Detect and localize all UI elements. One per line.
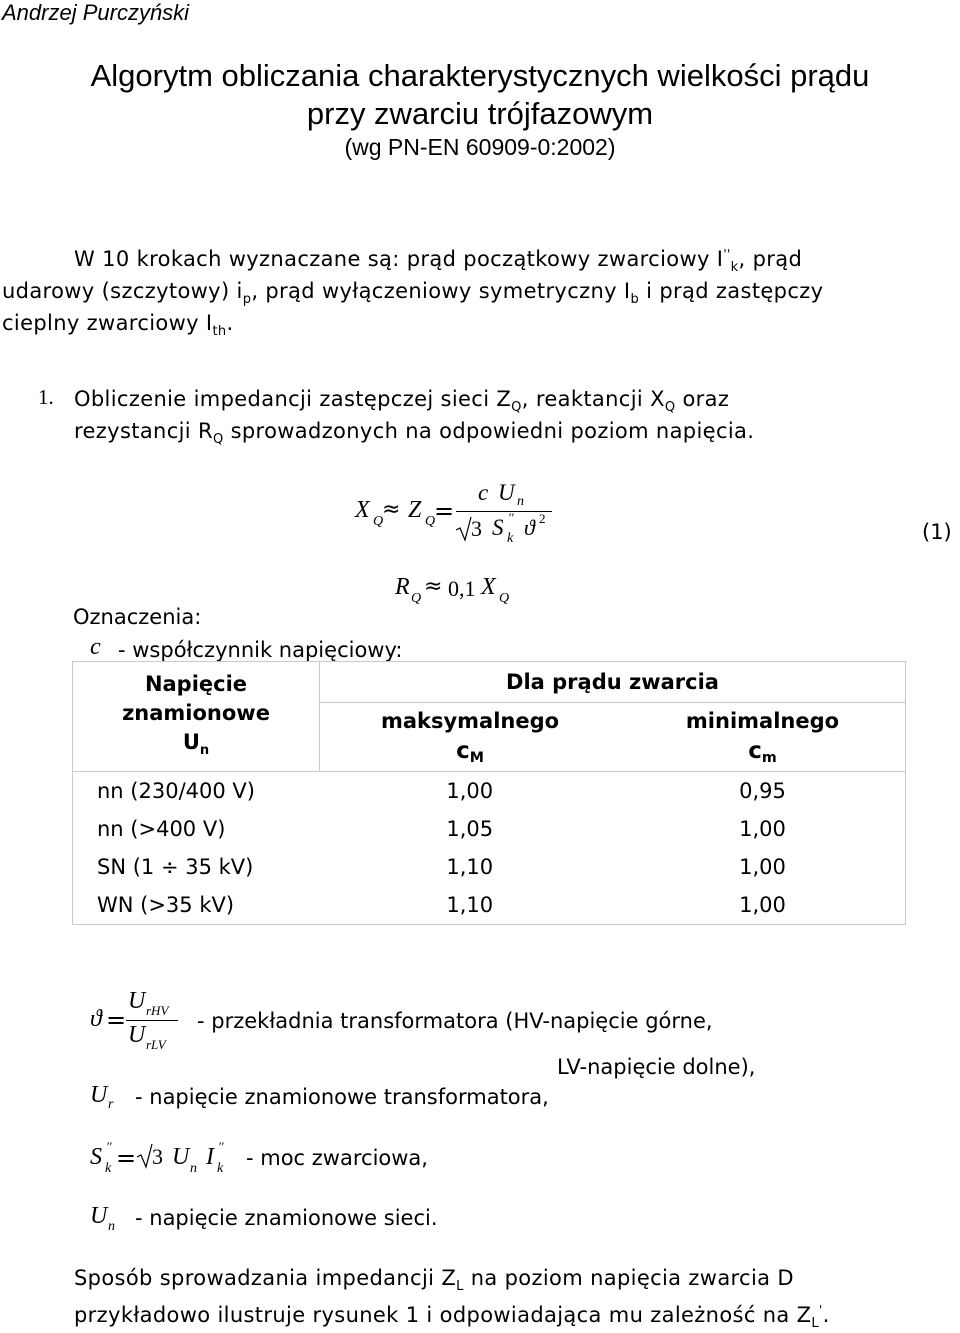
row-label: nn (230/400 V) (73, 772, 320, 811)
eq2-approx: ≈ (424, 574, 443, 599)
eq1-num-c: c (478, 480, 489, 505)
col-header-max: maksymalnego $c_M$ (320, 703, 621, 772)
eq1-den-theta: ϑ (524, 515, 535, 540)
footer-paragraph: Sposób sprowadzania impedancji $Z_L$ na poziom napięcia zwarcia D przykładowo ilustruje rysunek 1 i odpowiadająca mu zależność na $Z_L'$. (74, 1266, 830, 1331)
sk-description: - moc zwarciowa, (246, 1146, 428, 1170)
eq1-approx-1: ≈ (382, 497, 401, 522)
ur-sub: r (108, 1097, 114, 1112)
table-row (73, 886, 906, 925)
row-label: WN (>35 kV) (73, 886, 320, 925)
sk-pp: '' (106, 1139, 112, 1154)
sk-s: S (90, 1144, 102, 1170)
notation-c-symbol: c (90, 634, 101, 660)
theta-description-2: LV-napięcie dolne), (557, 1055, 756, 1079)
sk-pp2: '' (218, 1139, 224, 1154)
step-number: 1. (38, 385, 54, 409)
row-min-value: 1,00 (620, 886, 906, 925)
ur-symbol: U (90, 1082, 108, 1108)
table-row (73, 810, 906, 848)
eq2-x: X (481, 574, 496, 600)
col-header-group: Dla prądu zwarcia (320, 662, 906, 703)
col-header-min: minimalnego $c_m$ (620, 703, 906, 772)
eq1-den-s: S (492, 515, 504, 540)
row-min-value: 1,00 (620, 848, 906, 886)
title-line-2: przy zwarciu trójfazowym (306, 96, 654, 131)
row-min-value: 1,00 (620, 810, 906, 848)
un-sub: n (108, 1219, 115, 1234)
step-1-text: Obliczenie impedancji zastępczej sieci $Z_Q$, reaktancji $X_Q$ oraz rezystancji $R_Q$ sprowadzonych na odpowiedni poziom napięcia. (74, 387, 755, 447)
eq1-equals: = (434, 497, 455, 525)
title-line-3: (wg PN-EN 60909-0:2002) (344, 134, 616, 160)
sk-k2: k (217, 1161, 224, 1176)
theta-num-sub: rHV (146, 1003, 169, 1018)
row-max-value: 1,00 (320, 772, 621, 811)
table-row (73, 772, 906, 811)
sk-equals: = (116, 1144, 137, 1172)
eq1-z-sub: Q (425, 514, 436, 529)
eq2-x-sub: Q (499, 591, 510, 606)
un-description: - napięcie znamionowe sieci. (135, 1206, 438, 1230)
row-max-value: 1,10 (446, 855, 494, 879)
row-label: nn (>400 V) (73, 810, 320, 848)
theta-description-1: - przekładnia transformatora (HV-napięcie górne, (197, 1009, 713, 1033)
title-line-1: Algorytm obliczania charakterystycznych wielkości prądu (90, 58, 870, 93)
eq1-z: Z (408, 497, 422, 523)
theta-den-sub: rLV (146, 1037, 166, 1052)
theta-fraction-bar (126, 1020, 178, 1021)
eq1-num-n: n (517, 494, 524, 509)
col-header-voltage: Napięcie znamionowe $U_n$ (73, 662, 320, 772)
theta-den-u: U (128, 1022, 146, 1048)
sk-u: U (172, 1144, 190, 1170)
voltage-factor-table (72, 661, 906, 925)
intro-paragraph: W 10 krokach wyznaczane są: prąd początkowy zwarciowy $I''_k$, prąd udarowy (szczytowy) $i_p$, prąd wyłączeniowy symetryczny $I_b$ i prąd zastępczy cieplny zwarciowy $I_{th}$. (2, 247, 824, 339)
sk-n: n (190, 1161, 197, 1176)
sk-i: I (206, 1144, 214, 1170)
eq1-x-sub: Q (373, 514, 384, 529)
notation-c-description: - współczynnik napięciowy: (118, 638, 403, 662)
row-max-value: 1,10 (320, 886, 621, 925)
eq1-num-u: U (498, 480, 515, 505)
sk-k: k (105, 1161, 112, 1176)
table-row (73, 848, 906, 886)
eq1-x: X (355, 497, 370, 523)
row-min-value: 0,95 (620, 772, 906, 811)
eq2-r: R (395, 574, 410, 600)
eq1-den-pp: '' (508, 510, 514, 525)
un-symbol: U (90, 1203, 108, 1229)
sk-sqrt-3: 3 (152, 1144, 163, 1169)
eq1-fraction-bar (456, 511, 552, 512)
theta-num-u: U (128, 988, 146, 1014)
eq2-r-sub: Q (411, 591, 422, 606)
theta-equals: = (106, 1006, 127, 1034)
row-max-value: 1,05 (446, 817, 494, 841)
author-name: Andrzej Purczyński (2, 0, 190, 25)
ur-description: - napięcie znamionowe transformatora, (135, 1085, 549, 1109)
eq1-number: (1) (922, 520, 952, 544)
eq1-den-k: k (507, 531, 514, 546)
eq1-den-exp: 2 (539, 511, 546, 526)
theta-symbol: ϑ (90, 1006, 102, 1032)
eq1-den-3: 3 (471, 516, 482, 541)
eq2-value: 0,1 (448, 576, 476, 601)
notation-heading: Oznaczenia: (73, 605, 202, 629)
row-label: SN (1 ÷ 35 kV) (73, 848, 320, 886)
